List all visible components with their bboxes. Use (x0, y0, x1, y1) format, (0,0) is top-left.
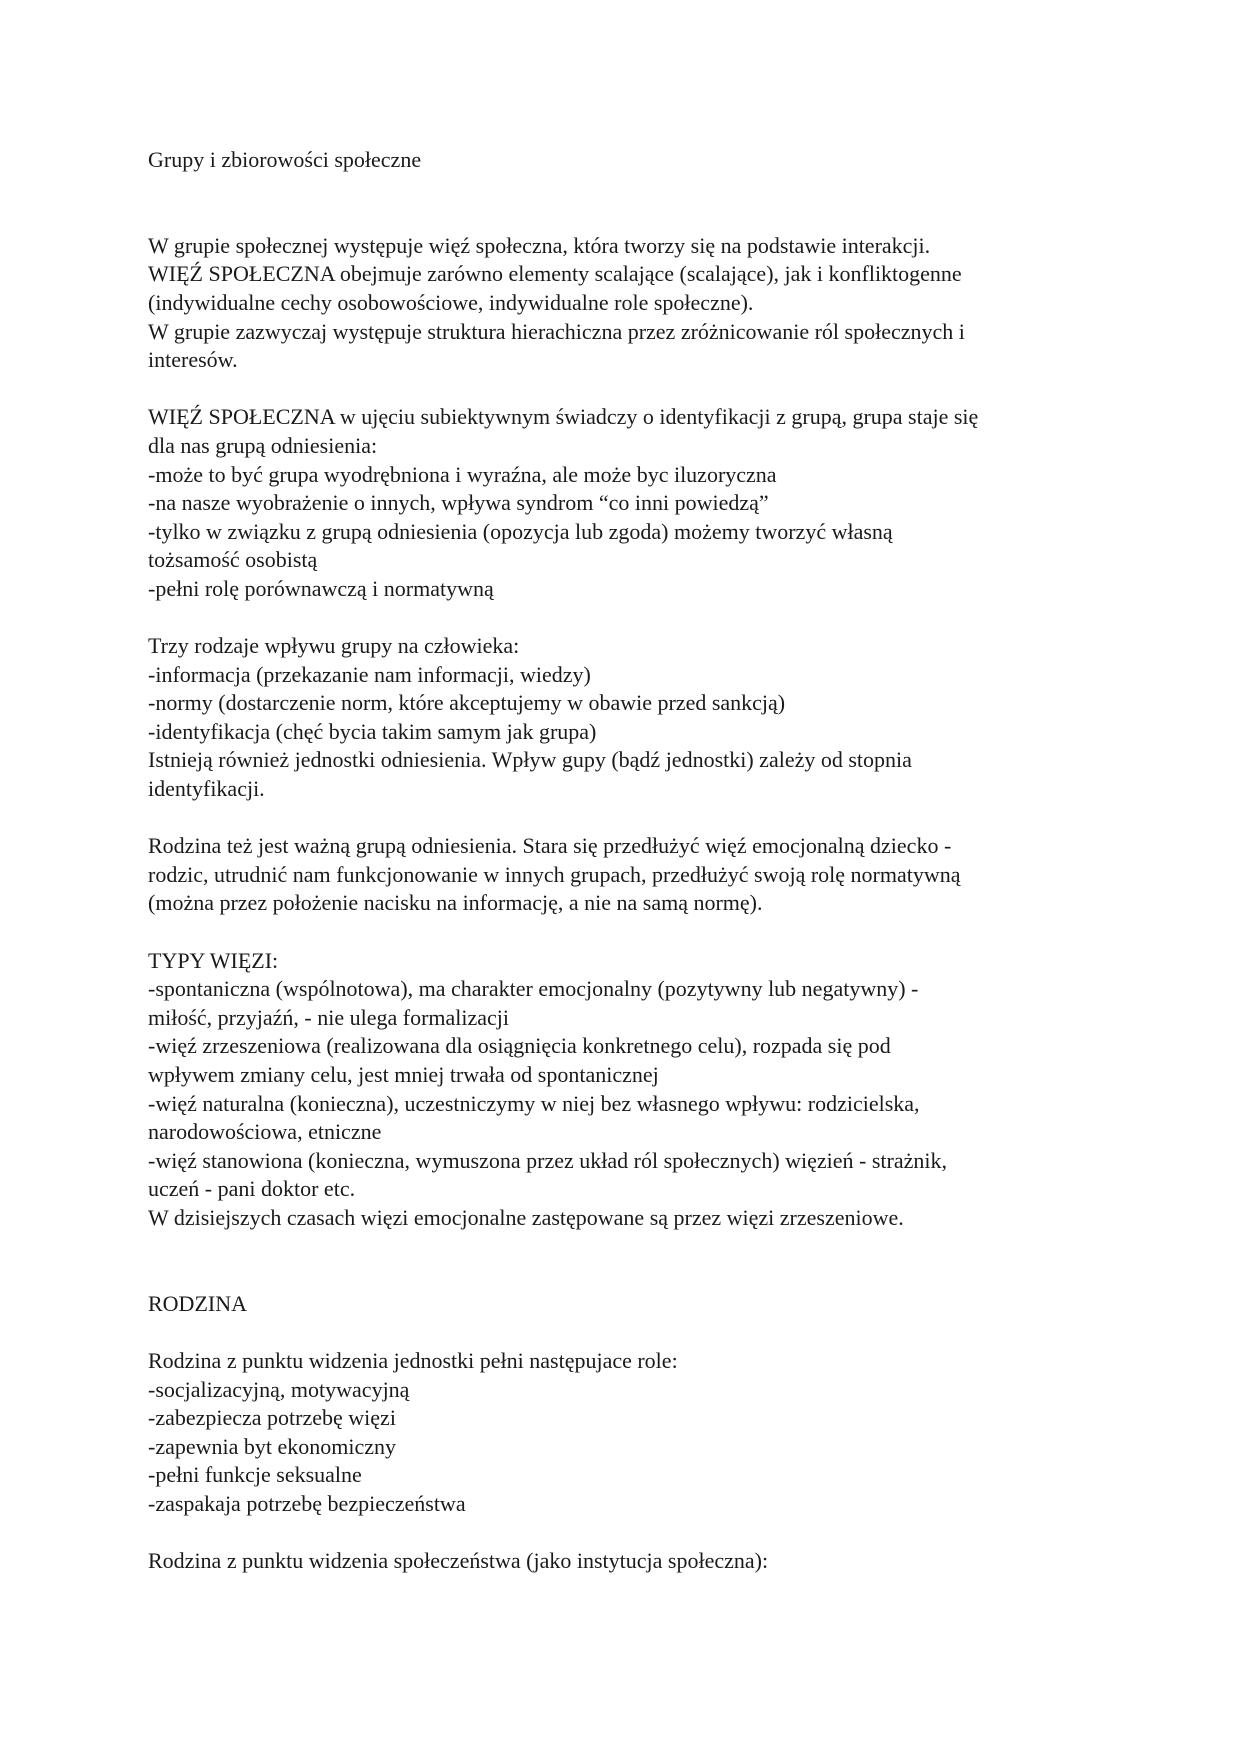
text-line: rodzic, utrudnić nam funkcjonowanie w innych grupach, przedłużyć swoją rolę normatywną (148, 861, 961, 887)
text-line: -informacja (przekazanie nam informacji, wiedzy) (148, 661, 591, 687)
paragraph-spacer (148, 375, 1088, 404)
paragraph-spacer (148, 175, 1088, 232)
text-line: RODZINA (148, 1290, 247, 1316)
text-line: -zaspakaja potrzebę bezpieczeństwa (148, 1490, 466, 1516)
text-line: identyfikacji. (148, 776, 265, 802)
text-line: miłość, przyjaźń, - nie ulega formalizacji (148, 1004, 510, 1030)
document-page (148, 146, 1088, 1576)
paragraph-spacer (148, 804, 1088, 833)
text-line: -zabezpiecza potrzebę więzi (148, 1405, 396, 1431)
paragraph (148, 947, 1088, 1233)
paragraph-spacer (148, 1519, 1088, 1548)
text-line: narodowościowa, etniczne (148, 1119, 382, 1145)
text-line: -więź stanowiona (konieczna, wymuszona przez układ ról społecznych) więzień - strażnik, (148, 1147, 948, 1173)
text-line: Rodzina z punktu widzenia jednostki pełni następujace role: (148, 1347, 678, 1373)
text-line: dla nas grupą odniesienia: (148, 432, 378, 458)
text-line: W grupie zazwyczaj występuje struktura hierachiczna przez zróżnicowanie ról społecznych i (148, 318, 965, 344)
text-line: interesów. (148, 347, 238, 373)
paragraph (148, 832, 1088, 918)
text-line: -spontaniczna (wspólnotowa), ma charakter emocjonalny (pozytywny lub negatywny) - (148, 976, 919, 1002)
text-line: -identyfikacja (chęć bycia takim samym jak grupa) (148, 718, 597, 744)
text-line: (można przez położenie nacisku na informację, a nie na samą normę). (148, 890, 763, 916)
document-body (148, 175, 1088, 1576)
text-line: -pełni rolę porównawczą i normatywną (148, 575, 494, 601)
text-line: WIĘŹ SPOŁECZNA obejmuje zarówno elementy scalające (scalające), jak i konfliktogenne (148, 261, 962, 287)
text-line: Rodzina też jest ważną grupą odniesienia. Stara się przedłużyć więź emocjonalną dziecko - (148, 833, 952, 859)
text-line: -na nasze wyobrażenie o innych, wpływa syndrom “co inni powiedzą” (148, 490, 769, 516)
paragraph (148, 1547, 1088, 1576)
text-line: uczeń - pani doktor etc. (148, 1176, 356, 1202)
paragraph (148, 1347, 1088, 1519)
text-line: -może to być grupa wyodrębniona i wyraźna, ale może byc iluzoryczna (148, 461, 777, 487)
document-title: Grupy i zbiorowości społeczne (148, 147, 422, 172)
text-line: Trzy rodzaje wpływu grupy na człowieka: (148, 633, 520, 659)
paragraph-spacer (148, 918, 1088, 947)
paragraph-spacer (148, 604, 1088, 633)
text-line: W dzisiejszych czasach więzi emocjonalne zastępowane są przez więzi zrzeszeniowe. (148, 1204, 904, 1230)
paragraph-spacer (148, 1233, 1088, 1290)
paragraph (148, 403, 1088, 603)
text-line: -pełni funkcje seksualne (148, 1462, 362, 1488)
text-line: -socjalizacyjną, motywacyjną (148, 1376, 410, 1402)
text-line: tożsamość osobistą (148, 547, 318, 573)
paragraph (148, 632, 1088, 804)
text-line: W grupie społecznej występuje więź społeczna, która tworzy się na podstawie interakcji. (148, 232, 931, 258)
text-line: Rodzina z punktu widzenia społeczeństwa (jako instytucja społeczna): (148, 1548, 769, 1574)
paragraph (148, 232, 1088, 375)
text-line: WIĘŹ SPOŁECZNA w ujęciu subiektywnym świadczy o identyfikacji z grupą, grupa staje się (148, 404, 979, 430)
text-line: -więź zrzeszeniowa (realizowana dla osiągnięcia konkretnego celu), rozpada się pod (148, 1033, 891, 1059)
paragraph (148, 1290, 1088, 1319)
text-line: Istnieją również jednostki odniesienia. Wpływ gupy (bądź jednostki) zależy od stopnia (148, 747, 912, 773)
text-line: -tylko w związku z grupą odniesienia (opozycja lub zgoda) możemy tworzyć własną (148, 518, 893, 544)
paragraph-spacer (148, 1318, 1088, 1347)
text-line: TYPY WIĘZI: (148, 947, 279, 973)
text-line: (indywidualne cechy osobowościowe, indywidualne role społeczne). (148, 289, 754, 315)
text-line: -normy (dostarczenie norm, które akceptujemy w obawie przed sankcją) (148, 690, 786, 716)
text-line: -zapewnia byt ekonomiczny (148, 1433, 397, 1459)
text-line: -więź naturalna (konieczna), uczestniczymy w niej bez własnego wpływu: rodzicielska, (148, 1090, 920, 1116)
text-line: wpływem zmiany celu, jest mniej trwała od spontanicznej (148, 1062, 659, 1087)
